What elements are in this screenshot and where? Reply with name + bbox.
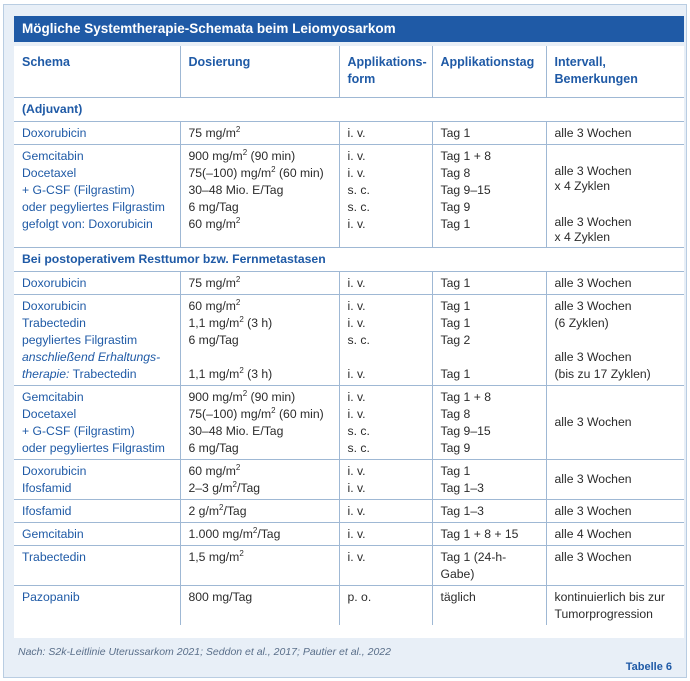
schema-cell: Doxorubicin — [14, 121, 180, 144]
day-cell: Tag 1 + 8 + 15 — [432, 522, 546, 545]
schema-cell: Gemcitabin Docetaxel + G-CSF (Filgrastim) oder pegyliertes Filgrastim gefolgt von: Doxorubicin — [14, 144, 180, 247]
source-note: Nach: S2k-Leitlinie Uterussarkom 2021; Seddon et al., 2017; Pautier et al., 2022 — [18, 646, 391, 658]
day-cell: Tag 1–3 — [432, 499, 546, 522]
dose-cell: 2 $g/m^2$/Tag — [180, 499, 339, 522]
day-cell: täglich — [432, 585, 546, 625]
schema-cell: Gemcitabin — [14, 522, 180, 545]
form-cell: i. v. — [339, 522, 432, 545]
header-applikationstag: Applikationstag — [432, 46, 546, 97]
table-row — [14, 545, 684, 585]
section-row-adjuvant — [14, 97, 684, 121]
header-applikationsform: Applikations-form — [339, 46, 432, 97]
dose-cell: 60 $mg/m^2$ 2–3 $g/m^2$/Tag — [180, 459, 339, 499]
dose-cell: 900 $mg/m^2$ (90 min) 75(–100) $mg/m^2$ (60 min) 30–48 Mio. E/Tag 6 mg/Tag — [180, 385, 339, 459]
form-cell: i. v. — [339, 499, 432, 522]
form-cell: i. v. i. v. s. c. s. c. i. v. — [339, 144, 432, 247]
interval-cell: alle 3 Wochen (6 Zyklen) alle 3 Wochen (bis zu 17 Zyklen) — [546, 294, 684, 385]
therapy-table-wrap — [14, 46, 684, 638]
table-row — [14, 121, 684, 144]
schema-cell: Doxorubicin Trabectedin pegyliertes Filgrastim anschließend Erhaltungs- therapie: Trabectedin — [14, 294, 180, 385]
dose-cell: 1,5 $mg/m^2$ — [180, 545, 339, 585]
table-row — [14, 522, 684, 545]
therapy-table — [14, 46, 684, 625]
dose-cell: 75 $mg/m^2$ — [180, 271, 339, 294]
section-label: Bei postoperativem Resttumor bzw. Fernmetastasen — [14, 247, 684, 271]
day-cell: Tag 1 — [432, 271, 546, 294]
interval-cell: alle 3 Wochen — [546, 385, 684, 459]
form-cell: i. v. — [339, 271, 432, 294]
interval-cell: alle 4 Wochen — [546, 522, 684, 545]
dose-cell: 75 $mg/m^2$ — [180, 121, 339, 144]
header-intervall: Intervall, Bemerkungen — [546, 46, 684, 97]
table-row — [14, 144, 684, 247]
table-card — [3, 4, 687, 678]
form-cell: i. v. — [339, 545, 432, 585]
interval-cell: alle 3 Wochen — [546, 459, 684, 499]
day-cell: Tag 1 + 8 Tag 8 Tag 9–15 Tag 9 — [432, 385, 546, 459]
day-cell: Tag 1 + 8 Tag 8 Tag 9–15 Tag 9 Tag 1 — [432, 144, 546, 247]
schema-cell: Gemcitabin Docetaxel + G-CSF (Filgrastim) oder pegyliertes Filgrastim — [14, 385, 180, 459]
interval-cell: alle 3 Wochen — [546, 271, 684, 294]
form-cell: p. o. — [339, 585, 432, 625]
dose-cell: 1.000 $mg/m^2$/Tag — [180, 522, 339, 545]
interval-cell: alle 3 Wochen — [546, 499, 684, 522]
header-row — [14, 46, 684, 97]
form-cell: i. v. i. v. s. c. s. c. — [339, 385, 432, 459]
form-cell: i. v. — [339, 121, 432, 144]
day-cell: Tag 1 Tag 1–3 — [432, 459, 546, 499]
dose-cell: 60 $mg/m^2$ 1,1 $mg/m^2$ (3 h) 6 mg/Tag 1,1 $mg/m^2$ (3 h) — [180, 294, 339, 385]
table-row — [14, 459, 684, 499]
day-cell: Tag 1 (24-h-Gabe) — [432, 545, 546, 585]
section-row-resttumor — [14, 247, 684, 271]
dose-cell: 900 $mg/m^2$ (90 min) 75(–100) $mg/m^2$ (60 min) 30–48 Mio. E/Tag 6 mg/Tag 60 $mg/m^2$ — [180, 144, 339, 247]
schema-cell: Doxorubicin Ifosfamid — [14, 459, 180, 499]
day-cell: Tag 1 — [432, 121, 546, 144]
interval-cell: alle 3 Wochen — [546, 545, 684, 585]
interval-cell: kontinuierlich bis zur Tumorprogression — [546, 585, 684, 625]
dose-cell: 800 mg/Tag — [180, 585, 339, 625]
interval-cell: alle 3 Wochen — [546, 121, 684, 144]
schema-cell: Pazopanib — [22, 589, 80, 604]
table-row — [14, 385, 684, 459]
header-dosierung: Dosierung — [180, 46, 339, 97]
table-number: Tabelle 6 — [625, 661, 672, 673]
table-title: Mögliche Systemtherapie-Schemata beim Leiomyosarkom — [14, 16, 684, 42]
table-row — [14, 271, 684, 294]
table-row — [14, 499, 684, 522]
section-label: (Adjuvant) — [14, 97, 684, 121]
form-cell: i. v. i. v. s. c. i. v. — [339, 294, 432, 385]
form-cell: i. v. i. v. — [339, 459, 432, 499]
schema-cell: Ifosfamid — [14, 499, 180, 522]
table-row — [14, 294, 684, 385]
header-schema: Schema — [14, 46, 180, 97]
schema-cell: Trabectedin — [14, 545, 180, 585]
schema-cell: Doxorubicin — [14, 271, 180, 294]
day-cell: Tag 1 Tag 1 Tag 2 Tag 1 — [432, 294, 546, 385]
interval-cell: alle 3 Wochen x 4 Zyklen alle 3 Wochen x 4 Zyklen — [546, 144, 684, 247]
table-row — [14, 585, 684, 625]
